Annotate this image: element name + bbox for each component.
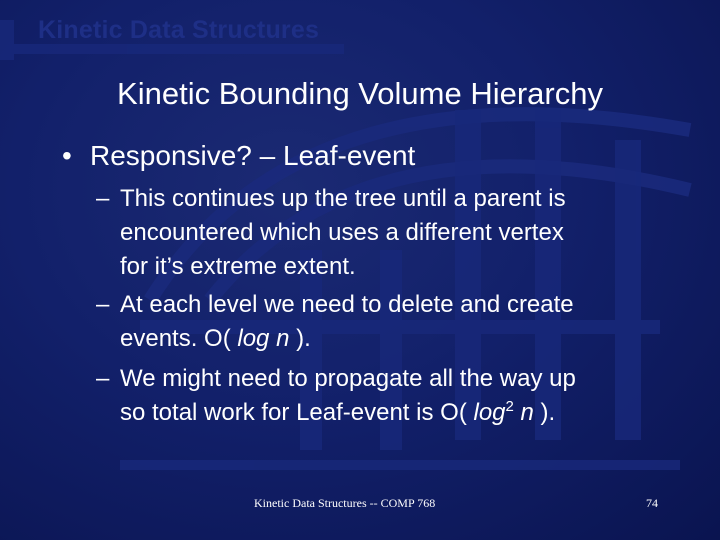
text-suffix: ). bbox=[533, 399, 556, 426]
dash-icon: – bbox=[96, 365, 110, 392]
subbullet-line: for it’s extreme extent. bbox=[120, 253, 356, 280]
math-text: log n bbox=[237, 325, 290, 352]
math-text: log bbox=[473, 399, 506, 426]
dash-icon: – bbox=[96, 185, 110, 212]
subbullet-item bbox=[96, 182, 566, 284]
subbullet-item bbox=[96, 362, 576, 430]
subbullet-line: At each level we need to delete and create bbox=[120, 291, 574, 318]
subbullet-line: encountered which uses a different vertex bbox=[120, 219, 564, 246]
text-prefix: so total work for Leaf-event is O( bbox=[120, 399, 474, 426]
superscript: 2 bbox=[505, 398, 514, 415]
subbullet-line: We might need to propagate all the way up bbox=[120, 365, 576, 392]
slide-title: Kinetic Bounding Volume Hierarchy bbox=[117, 76, 603, 111]
text-prefix: events. O( bbox=[120, 325, 238, 352]
text-suffix: ). bbox=[289, 325, 311, 352]
footer-text: Kinetic Data Structures -- COMP 768 bbox=[254, 496, 436, 510]
math-variable: n bbox=[513, 399, 534, 426]
page-number: 74 bbox=[646, 496, 658, 510]
header-tag: Kinetic Data Structures bbox=[38, 16, 320, 44]
bullet-item bbox=[62, 140, 415, 172]
subbullet-line: This continues up the tree until a parent is bbox=[120, 185, 566, 212]
subbullet-line bbox=[96, 322, 574, 356]
subbullet-line bbox=[96, 396, 576, 430]
bullet-icon: • bbox=[62, 140, 72, 171]
subbullet-item bbox=[96, 288, 574, 356]
dash-icon: – bbox=[96, 291, 110, 318]
bullet-text: Responsive? – Leaf-event bbox=[90, 140, 416, 171]
